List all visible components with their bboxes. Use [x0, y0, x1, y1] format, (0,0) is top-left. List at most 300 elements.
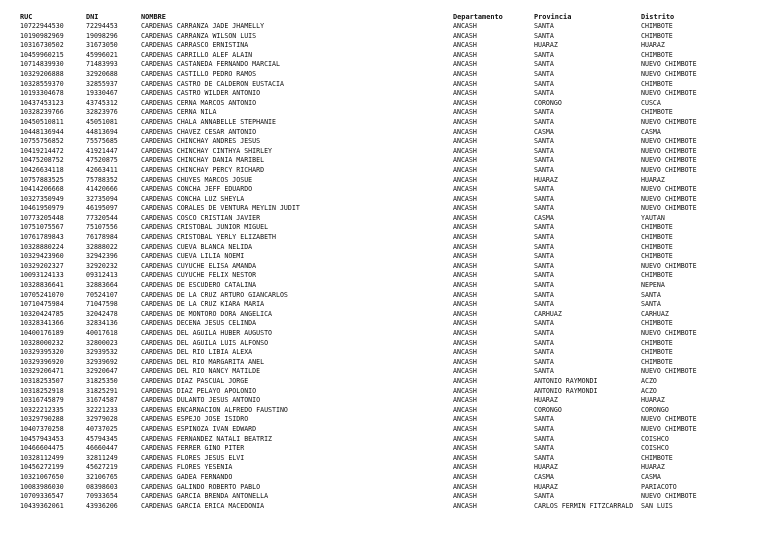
cell-provincia: SANTA [534, 271, 554, 280]
cell-departamento: ANCASH [453, 424, 477, 433]
table-row [20, 108, 760, 118]
cell-provincia: SANTA [534, 290, 554, 299]
cell-dni: 09312413 [86, 271, 118, 280]
table-row [20, 262, 760, 272]
header-row [20, 12, 760, 22]
cell-distrito: CHIMBOTE [641, 233, 673, 242]
table-row [20, 22, 760, 32]
cell-departamento: ANCASH [453, 69, 477, 78]
cell-dni: 31825291 [86, 386, 118, 395]
cell-distrito: NUEVO CHIMBOTE [641, 69, 697, 78]
cell-distrito: CHIMBOTE [641, 252, 673, 261]
cell-distrito: CHIMBOTE [641, 319, 673, 328]
cell-dni: 32920232 [86, 261, 118, 270]
cell-provincia: SANTA [534, 338, 554, 347]
cell-departamento: ANCASH [453, 146, 477, 155]
column-header-dni: DNI [86, 13, 99, 21]
cell-distrito: PARIACOTO [641, 482, 677, 491]
cell-ruc: 10466604475 [20, 444, 64, 453]
cell-ruc: 10318253507 [20, 376, 64, 385]
cell-provincia: SANTA [534, 146, 554, 155]
cell-ruc: 10450510811 [20, 117, 64, 126]
cell-ruc: 10328112499 [20, 453, 64, 462]
cell-nombre: CARDENAS CARRANZA JADE JHAMELLY [141, 22, 265, 30]
cell-ruc: 10714839930 [20, 60, 64, 69]
cell-nombre: CARDENAS DIAZ PASCUAL JORGE [141, 376, 249, 385]
table-row [20, 463, 760, 473]
cell-ruc: 10705241070 [20, 290, 64, 299]
cell-departamento: ANCASH [453, 405, 477, 414]
cell-ruc: 10419214472 [20, 146, 64, 155]
cell-dni: 46660447 [86, 444, 118, 453]
cell-nombre: CARDENAS CRISTOBAL YERLY ELIZABETH [141, 233, 276, 242]
cell-ruc: 10318252918 [20, 386, 64, 395]
cell-distrito: ACZO [641, 376, 657, 385]
cell-distrito: YAUTAN [641, 213, 665, 222]
cell-ruc: 10461950979 [20, 204, 64, 213]
cell-ruc: 10190982969 [20, 31, 64, 40]
table-row [20, 214, 760, 224]
cell-ruc: 10457943453 [20, 434, 64, 443]
cell-departamento: ANCASH [453, 463, 477, 472]
cell-distrito: CHIMBOTE [641, 31, 673, 40]
table-row [20, 176, 760, 186]
cell-dni: 32735094 [86, 194, 118, 203]
cell-provincia: SANTA [534, 89, 554, 98]
cell-distrito: CUSCA [641, 98, 661, 107]
table-row [20, 300, 760, 310]
cell-departamento: ANCASH [453, 175, 477, 184]
cell-distrito: CHIMBOTE [641, 22, 673, 30]
table-row [20, 128, 760, 138]
cell-nombre: CARDENAS CUEVA BLANCA NELIDA [141, 242, 253, 251]
cell-provincia: HUARAZ [534, 41, 558, 50]
cell-ruc: 10320424785 [20, 309, 64, 318]
cell-distrito: NUEVO CHIMBOTE [641, 89, 697, 98]
cell-departamento: ANCASH [453, 357, 477, 366]
cell-ruc: 10710475984 [20, 300, 64, 309]
cell-dni: 43936206 [86, 501, 118, 510]
table-row [20, 137, 760, 147]
cell-departamento: ANCASH [453, 338, 477, 347]
table-row [20, 483, 760, 493]
cell-departamento: ANCASH [453, 89, 477, 98]
cell-dni: 45996021 [86, 50, 118, 59]
table-row [20, 99, 760, 109]
cell-nombre: CARDENAS DEL AGUILA LUIS ALFONSO [141, 338, 269, 347]
cell-nombre: CARDENAS GALINDO ROBERTO PABLO [141, 482, 261, 491]
cell-departamento: ANCASH [453, 367, 477, 376]
cell-departamento: ANCASH [453, 98, 477, 107]
cell-departamento: ANCASH [453, 348, 477, 357]
cell-nombre: CARDENAS FLORES JESUS ELVI [141, 453, 245, 462]
cell-distrito: CASMA [641, 472, 661, 481]
cell-departamento: ANCASH [453, 415, 477, 424]
cell-dni: 32042478 [86, 309, 118, 318]
cell-departamento: ANCASH [453, 492, 477, 501]
cell-distrito: NUEVO CHIMBOTE [641, 60, 697, 69]
cell-ruc: 10426634118 [20, 165, 64, 174]
cell-nombre: CARDENAS CASTAÑEDA FERNANDO MARCIAL [141, 60, 280, 69]
cell-departamento: ANCASH [453, 233, 477, 242]
cell-ruc: 10316730502 [20, 41, 64, 50]
cell-distrito: NUEVO CHIMBOTE [641, 137, 697, 146]
cell-distrito: CHIMBOTE [641, 79, 673, 88]
table-row [20, 358, 760, 368]
table-row [20, 348, 760, 358]
cell-distrito: HUARAZ [641, 41, 665, 50]
cell-nombre: CARDENAS DIAZ PELAYO APOLONIO [141, 386, 257, 395]
cell-ruc: 10414206668 [20, 185, 64, 194]
cell-provincia: CORONGO [534, 405, 562, 414]
cell-ruc: 10328836641 [20, 281, 64, 290]
cell-nombre: CARDENAS GARCIA ERICA MACEDONIA [141, 501, 265, 510]
cell-provincia: CASMA [534, 127, 554, 136]
cell-provincia: HUARAZ [534, 396, 558, 405]
cell-departamento: ANCASH [453, 117, 477, 126]
cell-ruc: 10329395320 [20, 348, 64, 357]
cell-provincia: SANTA [534, 108, 554, 117]
cell-dni: 32920647 [86, 367, 118, 376]
cell-distrito: NUEVO CHIMBOTE [641, 492, 697, 501]
cell-ruc: 10757883525 [20, 175, 64, 184]
cell-dni: 32883664 [86, 281, 118, 290]
table-row [20, 281, 760, 291]
cell-nombre: CARDENAS DECENA JESUS CELINDA [141, 319, 257, 328]
cell-departamento: ANCASH [453, 319, 477, 328]
table-row [20, 435, 760, 445]
cell-distrito: COISHCO [641, 444, 669, 453]
cell-nombre: CARDENAS DEL AGUILA HUBER AUGUSTO [141, 329, 273, 337]
column-header-ruc: RUC [20, 13, 33, 21]
table-row [20, 233, 760, 243]
cell-distrito: CHIMBOTE [641, 223, 673, 232]
cell-departamento: ANCASH [453, 501, 477, 510]
cell-departamento: ANCASH [453, 290, 477, 299]
cell-departamento: ANCASH [453, 79, 477, 88]
cell-nombre: CARDENAS GADEA FERNANDO [141, 472, 233, 481]
cell-ruc: 10322212335 [20, 405, 64, 414]
cell-provincia: SANTA [534, 261, 554, 270]
cell-provincia: SANTA [534, 367, 554, 376]
cell-dni: 32800023 [86, 338, 118, 347]
cell-nombre: CARDENAS CHINCHAY PERCY RICHARD [141, 165, 265, 174]
cell-provincia: SANTA [534, 204, 554, 213]
cell-nombre: CARDENAS COSCO CRISTIAN JAVIER [141, 213, 261, 222]
cell-nombre: CARDENAS ENCARNACION ALFREDO FAUSTINO [141, 405, 288, 414]
cell-ruc: 10761789843 [20, 233, 64, 242]
cell-dni: 32888022 [86, 242, 118, 251]
cell-dni: 08398603 [86, 482, 118, 491]
cell-departamento: ANCASH [453, 453, 477, 462]
cell-provincia: SANTA [534, 22, 554, 30]
cell-nombre: CARDENAS CHAVEZ CESAR ANTONIO [141, 127, 257, 136]
cell-nombre: CARDENAS DULANTO JESUS ANTONIO [141, 396, 261, 405]
cell-provincia: SANTA [534, 424, 554, 433]
cell-distrito: NUEVO CHIMBOTE [641, 415, 697, 424]
column-header-nombre: NOMBRE [141, 13, 166, 21]
cell-dni: 32920688 [86, 69, 118, 78]
cell-distrito: COISHCO [641, 434, 669, 443]
cell-ruc: 10407370258 [20, 424, 64, 433]
cell-distrito: NUEVO CHIMBOTE [641, 156, 697, 165]
cell-distrito: SANTA [641, 290, 661, 299]
table-row [20, 425, 760, 435]
cell-ruc: 10773205448 [20, 213, 64, 222]
cell-distrito: CHIMBOTE [641, 453, 673, 462]
cell-dni: 31673050 [86, 41, 118, 50]
cell-dni: 32939692 [86, 357, 118, 366]
cell-dni: 40017618 [86, 329, 118, 337]
cell-provincia: SANTA [534, 242, 554, 251]
cell-dni: 31825350 [86, 376, 118, 385]
cell-provincia: SANTA [534, 319, 554, 328]
cell-departamento: ANCASH [453, 444, 477, 453]
cell-provincia: SANTA [534, 492, 554, 501]
table-row [20, 223, 760, 233]
table-row [20, 89, 760, 99]
cell-dni: 44813694 [86, 127, 118, 136]
cell-ruc: 10709336547 [20, 492, 64, 501]
cell-provincia: CARLOS FERMIN FITZCARRALD [534, 501, 634, 510]
cell-nombre: CARDENAS CONCHA JEFF EDUARDO [141, 185, 253, 194]
cell-departamento: ANCASH [453, 194, 477, 203]
cell-nombre: CARDENAS CHALA ANNABELLE STEPHANIE [141, 117, 276, 126]
cell-distrito: HUARAZ [641, 175, 665, 184]
table-row [20, 454, 760, 464]
table-row [20, 310, 760, 320]
cell-provincia: ANTONIO RAYMONDI [534, 376, 598, 385]
cell-nombre: CARDENAS DEL RIO LIBIA ALEXA [141, 348, 253, 357]
cell-provincia: CARHUAZ [534, 309, 562, 318]
cell-ruc: 10316745879 [20, 396, 64, 405]
cell-nombre: CARDENAS GARCIA BRENDA ANTONELLA [141, 492, 269, 501]
cell-dni: 32979028 [86, 415, 118, 424]
cell-departamento: ANCASH [453, 204, 477, 213]
cell-nombre: CARDENAS CASTRO DE CALDERON EUSTACIA [141, 79, 284, 88]
cell-nombre: CARDENAS ESPINOZA IVAN EDWARD [141, 424, 257, 433]
cell-nombre: CARDENAS DE MONTORO DORA ANGELICA [141, 309, 273, 318]
cell-ruc: 10328880224 [20, 242, 64, 251]
cell-distrito: CASMA [641, 127, 661, 136]
cell-dni: 45051081 [86, 117, 118, 126]
cell-departamento: ANCASH [453, 376, 477, 385]
cell-distrito: NUEVO CHIMBOTE [641, 424, 697, 433]
cell-departamento: ANCASH [453, 213, 477, 222]
cell-departamento: ANCASH [453, 242, 477, 251]
cell-departamento: ANCASH [453, 252, 477, 261]
table-row [20, 339, 760, 349]
cell-nombre: CARDENAS CARRILLO ALEF ALAIN [141, 50, 253, 59]
cell-dni: 32811249 [86, 453, 118, 462]
cell-ruc: 10193304678 [20, 89, 64, 98]
cell-departamento: ANCASH [453, 329, 477, 337]
cell-distrito: NUEVO CHIMBOTE [641, 261, 697, 270]
table-row [20, 166, 760, 176]
cell-provincia: SANTA [534, 50, 554, 59]
cell-departamento: ANCASH [453, 156, 477, 165]
cell-provincia: CASMA [534, 472, 554, 481]
table-row [20, 329, 760, 339]
table-row [20, 70, 760, 80]
cell-distrito: HUARAZ [641, 396, 665, 405]
cell-distrito: NEPEÑA [641, 281, 665, 290]
records-sheet [20, 12, 760, 511]
cell-departamento: ANCASH [453, 22, 477, 30]
cell-ruc: 10327350949 [20, 194, 64, 203]
table-row [20, 41, 760, 51]
table-row [20, 252, 760, 262]
cell-dni: 32221233 [86, 405, 118, 414]
cell-dni: 46195097 [86, 204, 118, 213]
cell-ruc: 10475208752 [20, 156, 64, 165]
cell-distrito: SAN LUIS [641, 501, 673, 510]
cell-nombre: CARDENAS FLORES YESENIA [141, 463, 233, 472]
table-row [20, 60, 760, 70]
table-row [20, 271, 760, 281]
cell-departamento: ANCASH [453, 108, 477, 117]
table-row [20, 80, 760, 90]
cell-dni: 42663411 [86, 165, 118, 174]
cell-nombre: CARDENAS DE ESCUDERO CATALINA [141, 281, 257, 290]
cell-dni: 32834136 [86, 319, 118, 328]
cell-departamento: ANCASH [453, 271, 477, 280]
cell-nombre: CARDENAS CARRASCO ERNISTINA [141, 41, 249, 50]
cell-dni: 41420666 [86, 185, 118, 194]
cell-distrito: NUEVO CHIMBOTE [641, 165, 697, 174]
cell-dni: 76178984 [86, 233, 118, 242]
cell-distrito: CHIMBOTE [641, 357, 673, 366]
cell-dni: 19330467 [86, 89, 118, 98]
records-table [20, 12, 760, 511]
cell-provincia: SANTA [534, 233, 554, 242]
cell-ruc: 10328559370 [20, 79, 64, 88]
cell-ruc: 10321067650 [20, 472, 64, 481]
cell-nombre: CARDENAS DE LA CRUZ KIARA MARIA [141, 300, 265, 309]
cell-ruc: 10329423960 [20, 252, 64, 261]
cell-distrito: CHIMBOTE [641, 348, 673, 357]
cell-provincia: HUARAZ [534, 175, 558, 184]
cell-provincia: CASMA [534, 213, 554, 222]
cell-departamento: ANCASH [453, 482, 477, 491]
cell-dni: 71047598 [86, 300, 118, 309]
cell-distrito: CHIMBOTE [641, 271, 673, 280]
cell-nombre: CARDENAS CASTILLO PEDRO RAMOS [141, 69, 257, 78]
table-row [20, 396, 760, 406]
cell-distrito: NUEVO CHIMBOTE [641, 329, 697, 337]
cell-ruc: 10722944530 [20, 22, 64, 30]
table-row [20, 147, 760, 157]
table-row [20, 243, 760, 253]
column-header-provincia: Provincia [534, 13, 572, 21]
cell-nombre: CARDENAS FERNANDEZ NATALI BEATRIZ [141, 434, 273, 443]
cell-nombre: CARDENAS DEL RIO NANCY MATILDE [141, 367, 261, 376]
cell-nombre: CARDENAS CHINCHAY DANIA MARIBEL [141, 156, 265, 165]
cell-ruc: 10328341366 [20, 319, 64, 328]
cell-dni: 75788352 [86, 175, 118, 184]
cell-dni: 70933654 [86, 492, 118, 501]
cell-distrito: NUEVO CHIMBOTE [641, 204, 697, 213]
cell-departamento: ANCASH [453, 137, 477, 146]
cell-departamento: ANCASH [453, 41, 477, 50]
cell-dni: 43745312 [86, 98, 118, 107]
cell-departamento: ANCASH [453, 300, 477, 309]
cell-dni: 32939532 [86, 348, 118, 357]
cell-provincia: SANTA [534, 434, 554, 443]
cell-ruc: 10439362061 [20, 501, 64, 510]
cell-provincia: HUARAZ [534, 463, 558, 472]
cell-nombre: CARDENAS ESPEJO JOSE ISIDRO [141, 415, 249, 424]
cell-provincia: SANTA [534, 415, 554, 424]
cell-nombre: CARDENAS CERNA MARCOS ANTONIO [141, 98, 257, 107]
cell-departamento: ANCASH [453, 434, 477, 443]
cell-departamento: ANCASH [453, 127, 477, 136]
cell-ruc: 10328239766 [20, 108, 64, 117]
cell-nombre: CARDENAS CUEVA LILIA NOEMI [141, 252, 245, 261]
table-row [20, 185, 760, 195]
cell-provincia: SANTA [534, 69, 554, 78]
cell-departamento: ANCASH [453, 261, 477, 270]
cell-distrito: CHIMBOTE [641, 338, 673, 347]
cell-dni: 45627219 [86, 463, 118, 472]
cell-provincia: HUARAZ [534, 482, 558, 491]
cell-distrito: NUEVO CHIMBOTE [641, 185, 697, 194]
table-row [20, 415, 760, 425]
cell-provincia: SANTA [534, 329, 554, 337]
cell-provincia: SANTA [534, 31, 554, 40]
cell-ruc: 10093124133 [20, 271, 64, 280]
table-row [20, 367, 760, 377]
table-row [20, 51, 760, 61]
cell-provincia: SANTA [534, 194, 554, 203]
cell-departamento: ANCASH [453, 50, 477, 59]
cell-distrito: NUEVO CHIMBOTE [641, 194, 697, 203]
cell-provincia: SANTA [534, 453, 554, 462]
cell-provincia: SANTA [534, 156, 554, 165]
table-row [20, 387, 760, 397]
table-row [20, 156, 760, 166]
cell-nombre: CARDENAS CUYUCHE ELISA AMANDA [141, 261, 257, 270]
cell-dni: 41921447 [86, 146, 118, 155]
cell-distrito: CORONGO [641, 405, 669, 414]
cell-dni: 32106765 [86, 472, 118, 481]
cell-distrito: CHIMBOTE [641, 50, 673, 59]
cell-dni: 32855937 [86, 79, 118, 88]
cell-ruc: 10329206888 [20, 69, 64, 78]
cell-provincia: SANTA [534, 185, 554, 194]
table-row [20, 195, 760, 205]
cell-nombre: CARDENAS CHINCHAY ANDRES JESUS [141, 137, 261, 146]
cell-nombre: CARDENAS DE LA CRUZ ARTURO GIANCARLOS [141, 290, 288, 299]
cell-provincia: SANTA [534, 300, 554, 309]
table-row [20, 406, 760, 416]
cell-nombre: CARDENAS CHINCHAY CINTHYA SHIRLEY [141, 146, 273, 155]
cell-distrito: HUARAZ [641, 463, 665, 472]
cell-provincia: SANTA [534, 223, 554, 232]
cell-nombre: CARDENAS DEL RIO MARGARITA ANEL [141, 357, 265, 366]
cell-departamento: ANCASH [453, 396, 477, 405]
cell-departamento: ANCASH [453, 386, 477, 395]
cell-dni: 32823976 [86, 108, 118, 117]
cell-provincia: ANTONIO RAYMONDI [534, 386, 598, 395]
cell-nombre: CARDENAS CRISTOBAL JUNIOR MIGUEL [141, 223, 269, 232]
table-row [20, 291, 760, 301]
cell-departamento: ANCASH [453, 223, 477, 232]
cell-ruc: 10456272199 [20, 463, 64, 472]
cell-departamento: ANCASH [453, 472, 477, 481]
table-row [20, 502, 760, 512]
cell-ruc: 10751075567 [20, 223, 64, 232]
